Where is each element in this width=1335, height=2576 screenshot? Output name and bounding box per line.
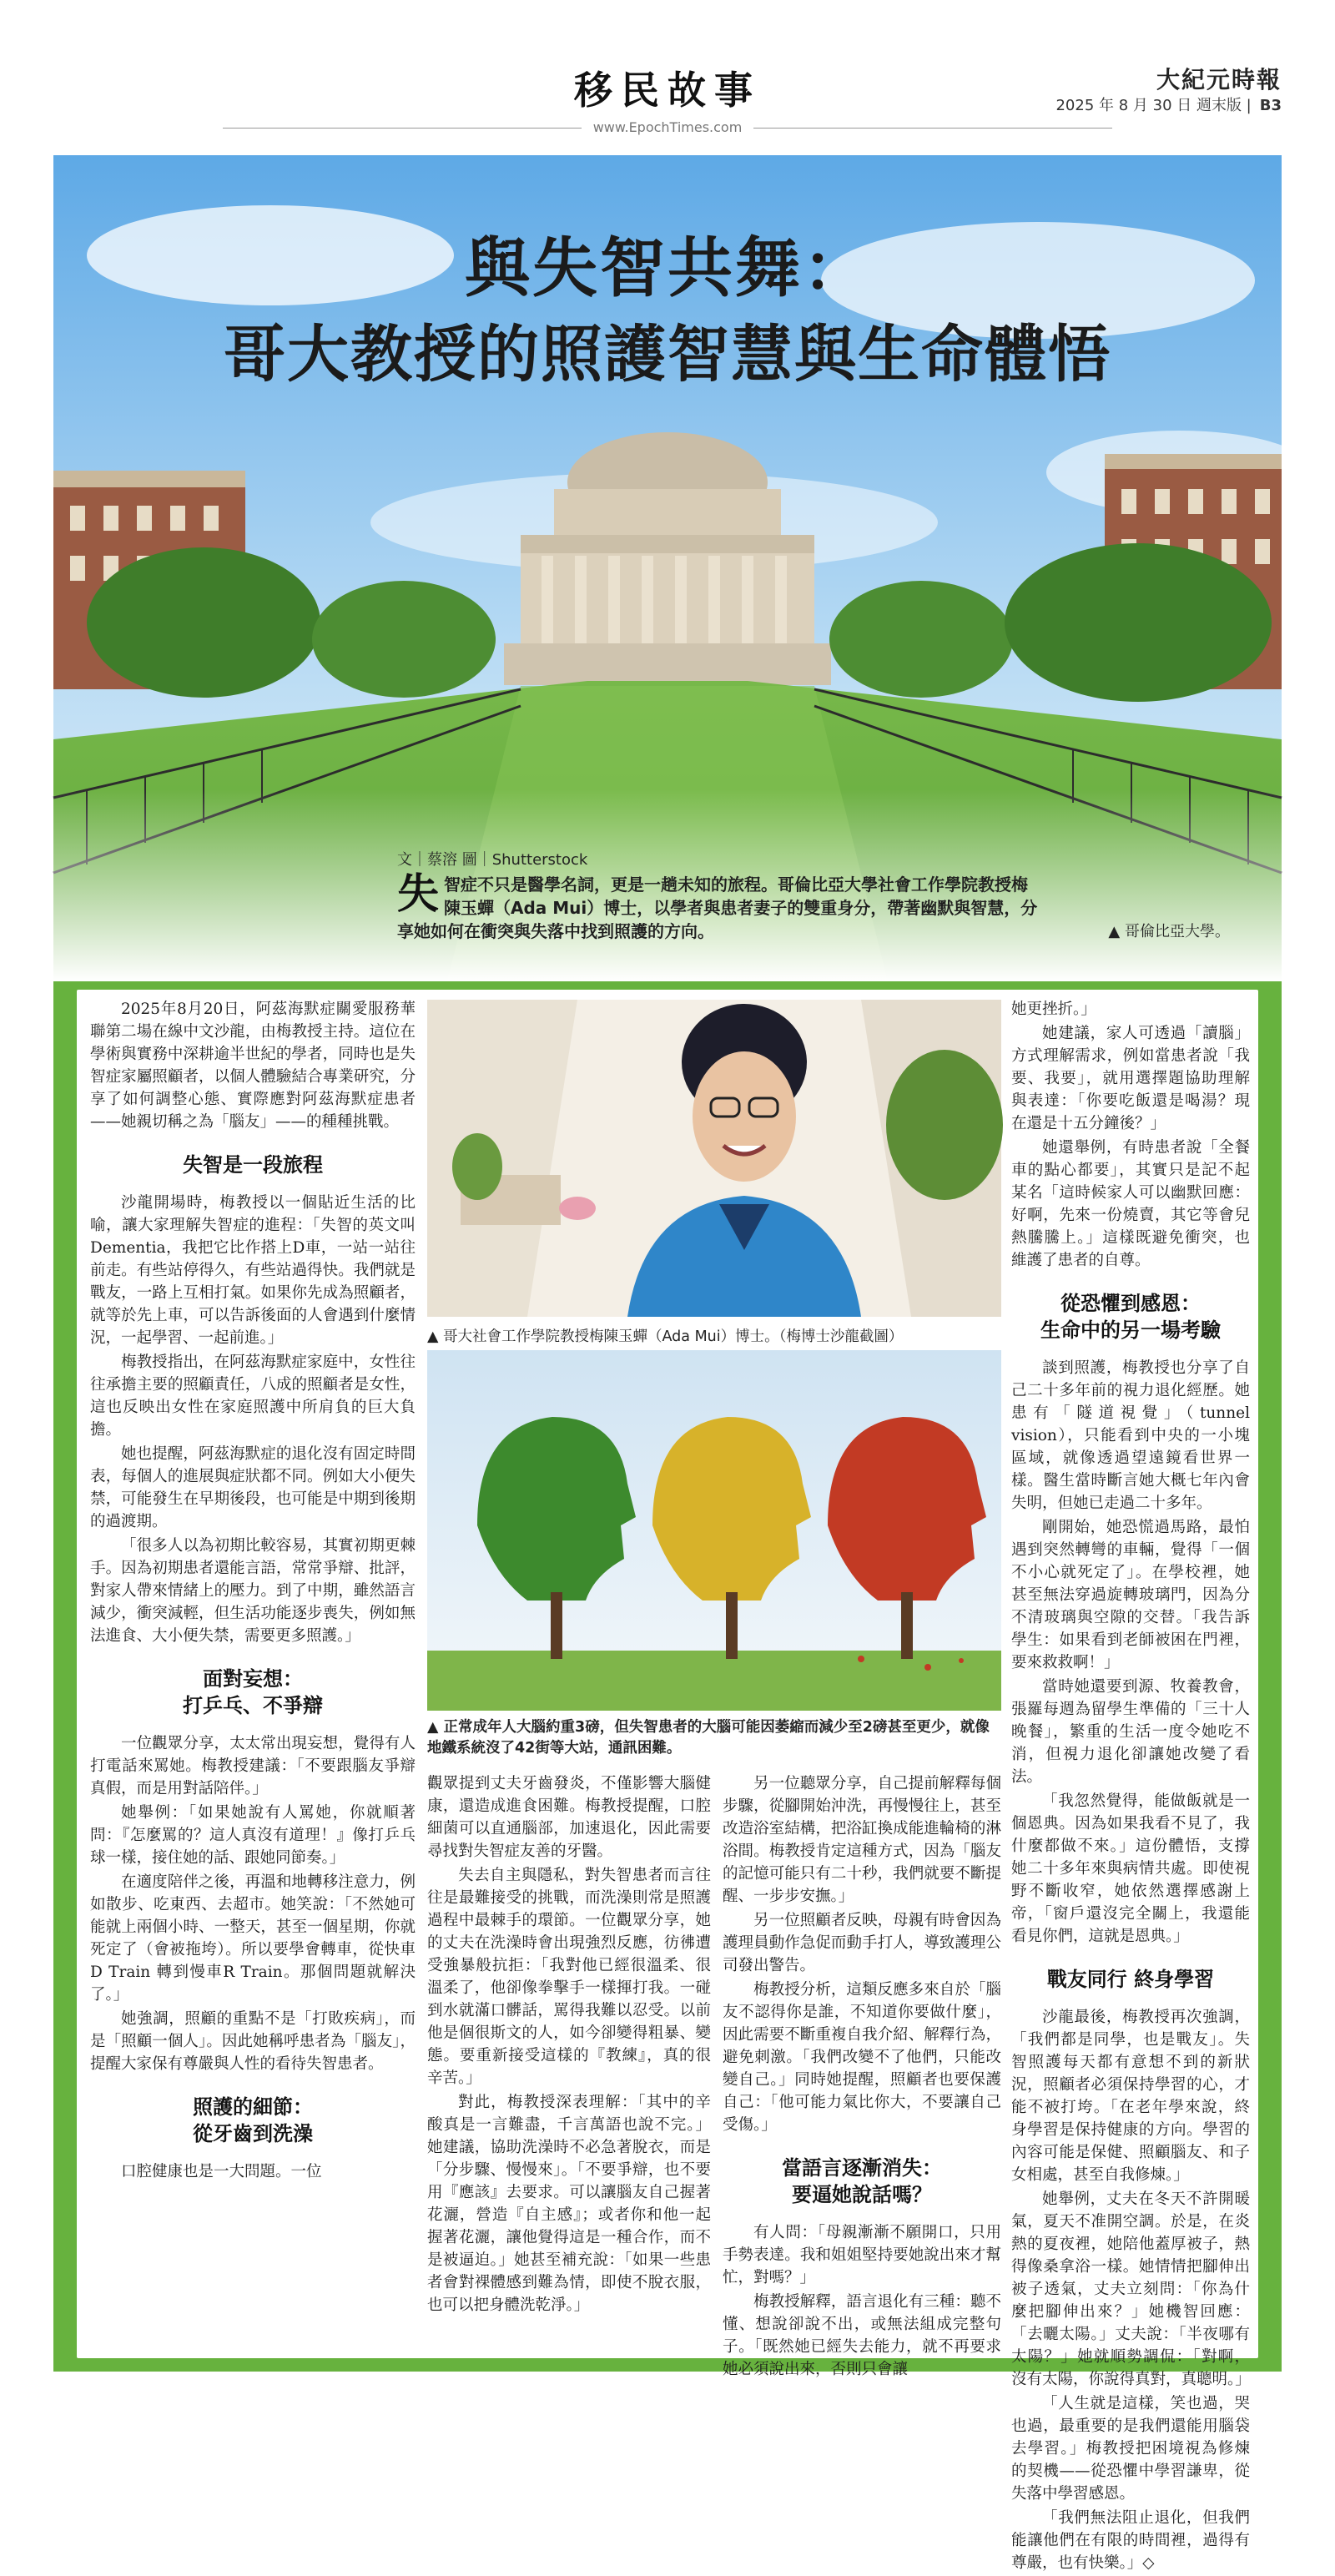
paragraph: 她強調，照顧的重點不是「打敗疾病」，而是「照顧一個人」。因此她稱呼患者為「腦友」，提醒大家保有尊嚴與人性的看待失智患者。: [90, 2010, 416, 2073]
paragraph: 梅教授分析，這類反應多來自於「腦友不認得你是誰，不知道你要做什麼」，因此需要不斷重複自我介紹、解釋行為，避免刺激。「我們改變不了他們，只能改變自己。」同時她提醒，照顧者也要保護自己：「他可能力氣比你大，不要讓自己受傷。」: [723, 1981, 1001, 2134]
paragraph: 當時她還要到源、牧養教會，張羅每週為留學生準備的「三十人晚餐」，繁重的生活一度令她吃不消，但視力退化卻讓她改變了看法。: [1011, 1678, 1250, 1786]
photo-brain-trees: [427, 1350, 1001, 1711]
website-url: www.EpochTimes.com: [0, 119, 1335, 135]
paragraph: 一位觀眾分享，太太常出現妄想，覺得有人打電話來罵她。梅教授建議：「不要跟腦友爭辯真假，而是用對話陪伴。」: [90, 1735, 416, 1797]
subheading: [723, 2155, 1001, 2208]
drop-cap: 失: [397, 870, 439, 918]
page-header: [0, 0, 1335, 150]
column-2: [427, 1772, 711, 2318]
paragraph: 另一位聽眾分享，自己提前解釋每個步驟，從腳開始沖洗，再慢慢往上，甚至改造浴室結構，把浴缸換成能進輪椅的淋浴間。梅教授肯定這種方式，因為「腦友的記憶可能只有二十秒，我們就要不斷提醒、一步步安撫。」: [723, 1775, 1001, 1905]
photo2-caption: ▲ 正常成年人大腦約重3磅，但失智患者的大腦可能因萎縮而減少至2磅甚至更少，就像地鐵系統沒了42街等大站，通訊困難。: [427, 1719, 990, 1757]
paragraph: 對此，梅教授深表理解：「其中的辛酸真是一言難盡，千言萬語也說不完。」她建議，協助洗澡時不必急著脫衣，而是「分步驟、慢慢來」。「不要爭辯，也不要用『應該』去要求。可以讓腦友自己握著花灑，營造『自主感』；或者你和他一起握著花灑，讓他覺得這是一種合作，而不是被逼迫。」她甚至補充說：「如果一些患者會對裸體感到難為情，即使不脫衣服，也可以把身體洗乾淨。」: [427, 2094, 711, 2314]
column-3: [723, 1772, 1001, 2382]
section-title: 移民故事: [574, 68, 761, 113]
paragraph: 在適度陪伴之後，再溫和地轉移注意力，例如散步、吃東西、去超市。她笑說：「不然她可能就上兩個小時、一整天，甚至一個星期，你就死定了（會被拖垮）。所以要學會轉車，從快車D Train 轉到慢車R Train。那個問題就解決了。」: [90, 1873, 416, 2004]
paragraph: 「我們無法阻止退化，但我們能讓他們在有限的時間裡，過得有尊嚴，也有快樂。」◇: [1011, 2509, 1250, 2572]
paragraph: 2025年8月20日，阿茲海默症關愛服務華聯第二場在線中文沙龍，由梅教授主持。這位在學術與實務中深耕逾半世紀的學者，同時也是失智症家屬照顧者，以個人體驗結合專業研究，分享了如何調整心態、實際應對阿茲海默症患者——她親切稱之為「腦友」——的種種挑戰。: [90, 1001, 416, 1131]
paragraph: 「人生就是這樣，笑也過，哭也過，最重要的是我們還能用腦袋去學習。」梅教授把困境視為修煉的契機——從恐懼中學習謙卑，從失落中學習感恩。: [1011, 2395, 1250, 2503]
paragraph: 她舉例：「如果她說有人罵她，你就順著問：『怎麼罵的？這人真沒有道理！』像打乒乓球一樣，接住她的話、跟她同節奏。」: [90, 1804, 416, 1867]
subheading-line: 從牙齒到洗澡: [193, 2122, 313, 2145]
subheading: 失智是一段旅程: [183, 1153, 323, 1177]
headline-line-1: 與失智共舞：: [464, 231, 870, 306]
subheading-line: 從恐懼到感恩：: [1060, 1292, 1201, 1315]
lead-paragraph: [397, 870, 1040, 943]
paragraph: 她也提醒，阿茲海默症的退化沒有固定時間表，每個人的進展與症狀都不同。例如大小便失禁，可能發生在早期後段，也可能是中期到後期的過渡期。: [90, 1445, 416, 1530]
column-1: [90, 998, 416, 2185]
paragraph: 她還舉例，有時患者說「全餐車的點心都要」，其實只是記不起某名「這時候家人可以幽默回應：好啊，先來一份燒賣，其它等會兒熱騰騰上。」這樣既避免衝突，也維護了患者的自尊。: [1011, 1139, 1250, 1269]
paragraph: 談到照護，梅教授也分享了自己二十多年前的視力退化經歷。她患有「隧道視覺」（tunnel vision），只能看到中央的一小塊區域，就像透過望遠鏡看世界一樣。醫生當時斷言她大概七年內會失明，但她已走過二十多年。: [1011, 1359, 1250, 1512]
article-body: [77, 990, 1258, 2572]
article-frame: [53, 155, 1282, 2572]
hero-caption: ▲ 哥倫比亞大學。: [1108, 923, 1230, 940]
issue-date: 2025 年 8 月 30 日 週末版 |: [1055, 97, 1252, 114]
lead-text: 智症不只是醫學名詞，更是一趟未知的旅程。哥倫比亞大學社會工作學院教授梅陳玉蟬（Ada Mui）博士，以學者與患者妻子的雙重身分，帶著幽默與智慧，分享她如何在衝突與失落中找到照護的方向。: [397, 875, 1038, 941]
dateline: [1055, 93, 1282, 115]
hero-image-columbia-university: [53, 155, 1282, 981]
page-number: B3: [1259, 97, 1282, 114]
subheading-line: 面對妄想：: [203, 1667, 303, 1691]
paragraph: 梅教授指出，在阿茲海默症家庭中，女性往往承擔主要的照顧責任，八成的照顧者是女性，這也反映出女性在家庭照護中所肩負的巨大負擔。: [90, 1354, 416, 1439]
paragraph: 沙龍最後，梅教授再次強調，「我們都是同學，也是戰友」。失智照護每天都有意想不到的新狀況，照顧者必須保持學習的心，才能不被打垮。「在老年學來說，終身學習是保持健康的方向。學習的內容可能是保健、照顧腦友、和子女相處，甚至自我修煉。」: [1011, 2009, 1250, 2184]
column-4: [1011, 998, 1250, 2576]
paragraph: 「很多人以為初期比較容易，其實初期更棘手。因為初期患者還能言語，常常爭辯、批評，對家人帶來情緒上的壓力。到了中期，雖然語言減少，衝突減輕，但生活功能逐步喪失，例如無法進食、大小便失禁，需要更多照護。」: [90, 1537, 416, 1645]
headline-line-2: 哥大教授的照護智慧與生命體悟: [224, 319, 1111, 391]
paragraph: 剛開始，她恐慌過馬路，最怕遇到突然轉彎的車輛，覺得「一個不小心就死定了」。在學校裡，她甚至無法穿過旋轉玻璃門，因為分不清玻璃與空隙的交替。「我告訴學生：如果看到老師被困在門裡，要來救救啊！」: [1011, 1519, 1250, 1671]
subheading-line: 當語言逐漸消失：: [782, 2156, 942, 2180]
subheading: 戰友同行 終身學習: [1046, 1968, 1215, 1991]
brain-trees-illustration: [427, 1350, 1001, 1711]
paragraph: 觀眾提到丈夫牙齒發炎，不僅影響大腦健康，還造成進食困難。梅教授提醒，口腔細菌可以直通腦部，加速退化，因此需要尋找對失智症友善的牙醫。: [427, 1775, 711, 1860]
subheading: [1011, 1290, 1250, 1343]
paragraph: 失去自主與隱私，對失智患者而言往往是最難接受的挑戰，而洗澡則常是照護過程中最棘手的環節。一位觀眾分享，她的丈夫在洗澡時會出現強烈反應，彷彿遭受強暴般抗拒：「我對他已經很溫柔、很溫柔了，他卻像拳擊手一樣揮打我。一碰到水就滿口髒話，罵得我難以忍受。以前他是個很斯文的人，如今卻變得粗暴、變態。要重新接受這樣的『教練』，真的很辛苦。」: [427, 1867, 711, 2087]
subheading-line: 生命中的另一場考驗: [1040, 1318, 1221, 1342]
subheading: [90, 2094, 416, 2147]
subheading: [90, 1666, 416, 1719]
article-headline: [53, 225, 1282, 397]
byline: 文｜蔡溶 圖｜Shutterstock: [397, 851, 588, 869]
photo-ada-mui-portrait: [427, 1000, 1001, 1317]
subheading-line: 照護的細節：: [193, 2095, 313, 2119]
portrait-illustration: [427, 1000, 1001, 1317]
paragraph: 沙龍開場時，梅教授以一個貼近生活的比喻，讓大家理解失智症的進程：「失智的英文叫 Dementia，我把它比作搭上D車，一站一站往前走。有些站停得久，有些站過得快。我們就是戰友，一路上互相打氣。如果你先成為照顧者，就等於先上車，可以告訴後面的人會遇到什麼情況，一起學習、一起前進。」: [90, 1194, 416, 1347]
paragraph: 她更挫折。」: [1011, 1001, 1096, 1018]
subheading-line: 打乒乓、不爭辯: [183, 1694, 323, 1717]
paragraph: 梅教授解釋，語言退化有三種：聽不懂、想說卻說不出，或無法組成完整句子。「既然她已經失去能力，就不再要求她必須說出來，否則只會讓: [723, 2293, 1001, 2378]
paragraph: 有人問：「母親漸漸不願開口，只用手勢表達。我和姐姐堅持要她說出來才幫忙，對嗎？」: [723, 2224, 1001, 2286]
paragraph: 她建議，家人可透過「讀腦」方式理解需求，例如當患者說「我要、我要」，就用選擇題協助理解與表達：「你要吃飯還是喝湯？現在還是十五分鐘後？」: [1011, 1025, 1250, 1132]
paragraph: 她舉例，丈夫在冬天不許開暖氣，夏天不准開空調。於是，在炎熱的夏夜裡，她陪他蓋厚被子，熱得像桑拿浴一樣。她情情把腳伸出被子透氣，丈夫立刻問：「你為什麼把腳伸出來？」她機智回應：「去曬太陽。」丈夫說：「半夜哪有太陽？」她就順勢調侃：「對啊，沒有太陽，你說得真對，真聰明。」: [1011, 2190, 1251, 2388]
paragraph: 口腔健康也是一大問題。一位: [121, 2163, 322, 2180]
paragraph: 「我忽然覺得，能做飯就是一個恩典。因為如果我看不見了，我什麼都做不來。」這份體悟，支撐她二十多年來與病情共處。即使視野不斷收窄，她依然選擇感謝上帝，「窗戶還沒完全關上，我還能看見你們，這就是恩典。」: [1011, 1792, 1250, 1945]
photo1-caption: ▲ 哥大社會工作學院教授梅陳玉蟬（Ada Mui）博士。（梅博士沙龍截圖）: [427, 1328, 904, 1345]
paragraph: 另一位照顧者反映，母親有時會因為護理員動作急促而動手打人，導致護理公司發出警告。: [723, 1912, 1001, 1974]
subheading-line: 要逼她說話嗎？: [792, 2183, 932, 2206]
newspaper-masthead-logo: 大紀元時報: [1156, 66, 1282, 93]
